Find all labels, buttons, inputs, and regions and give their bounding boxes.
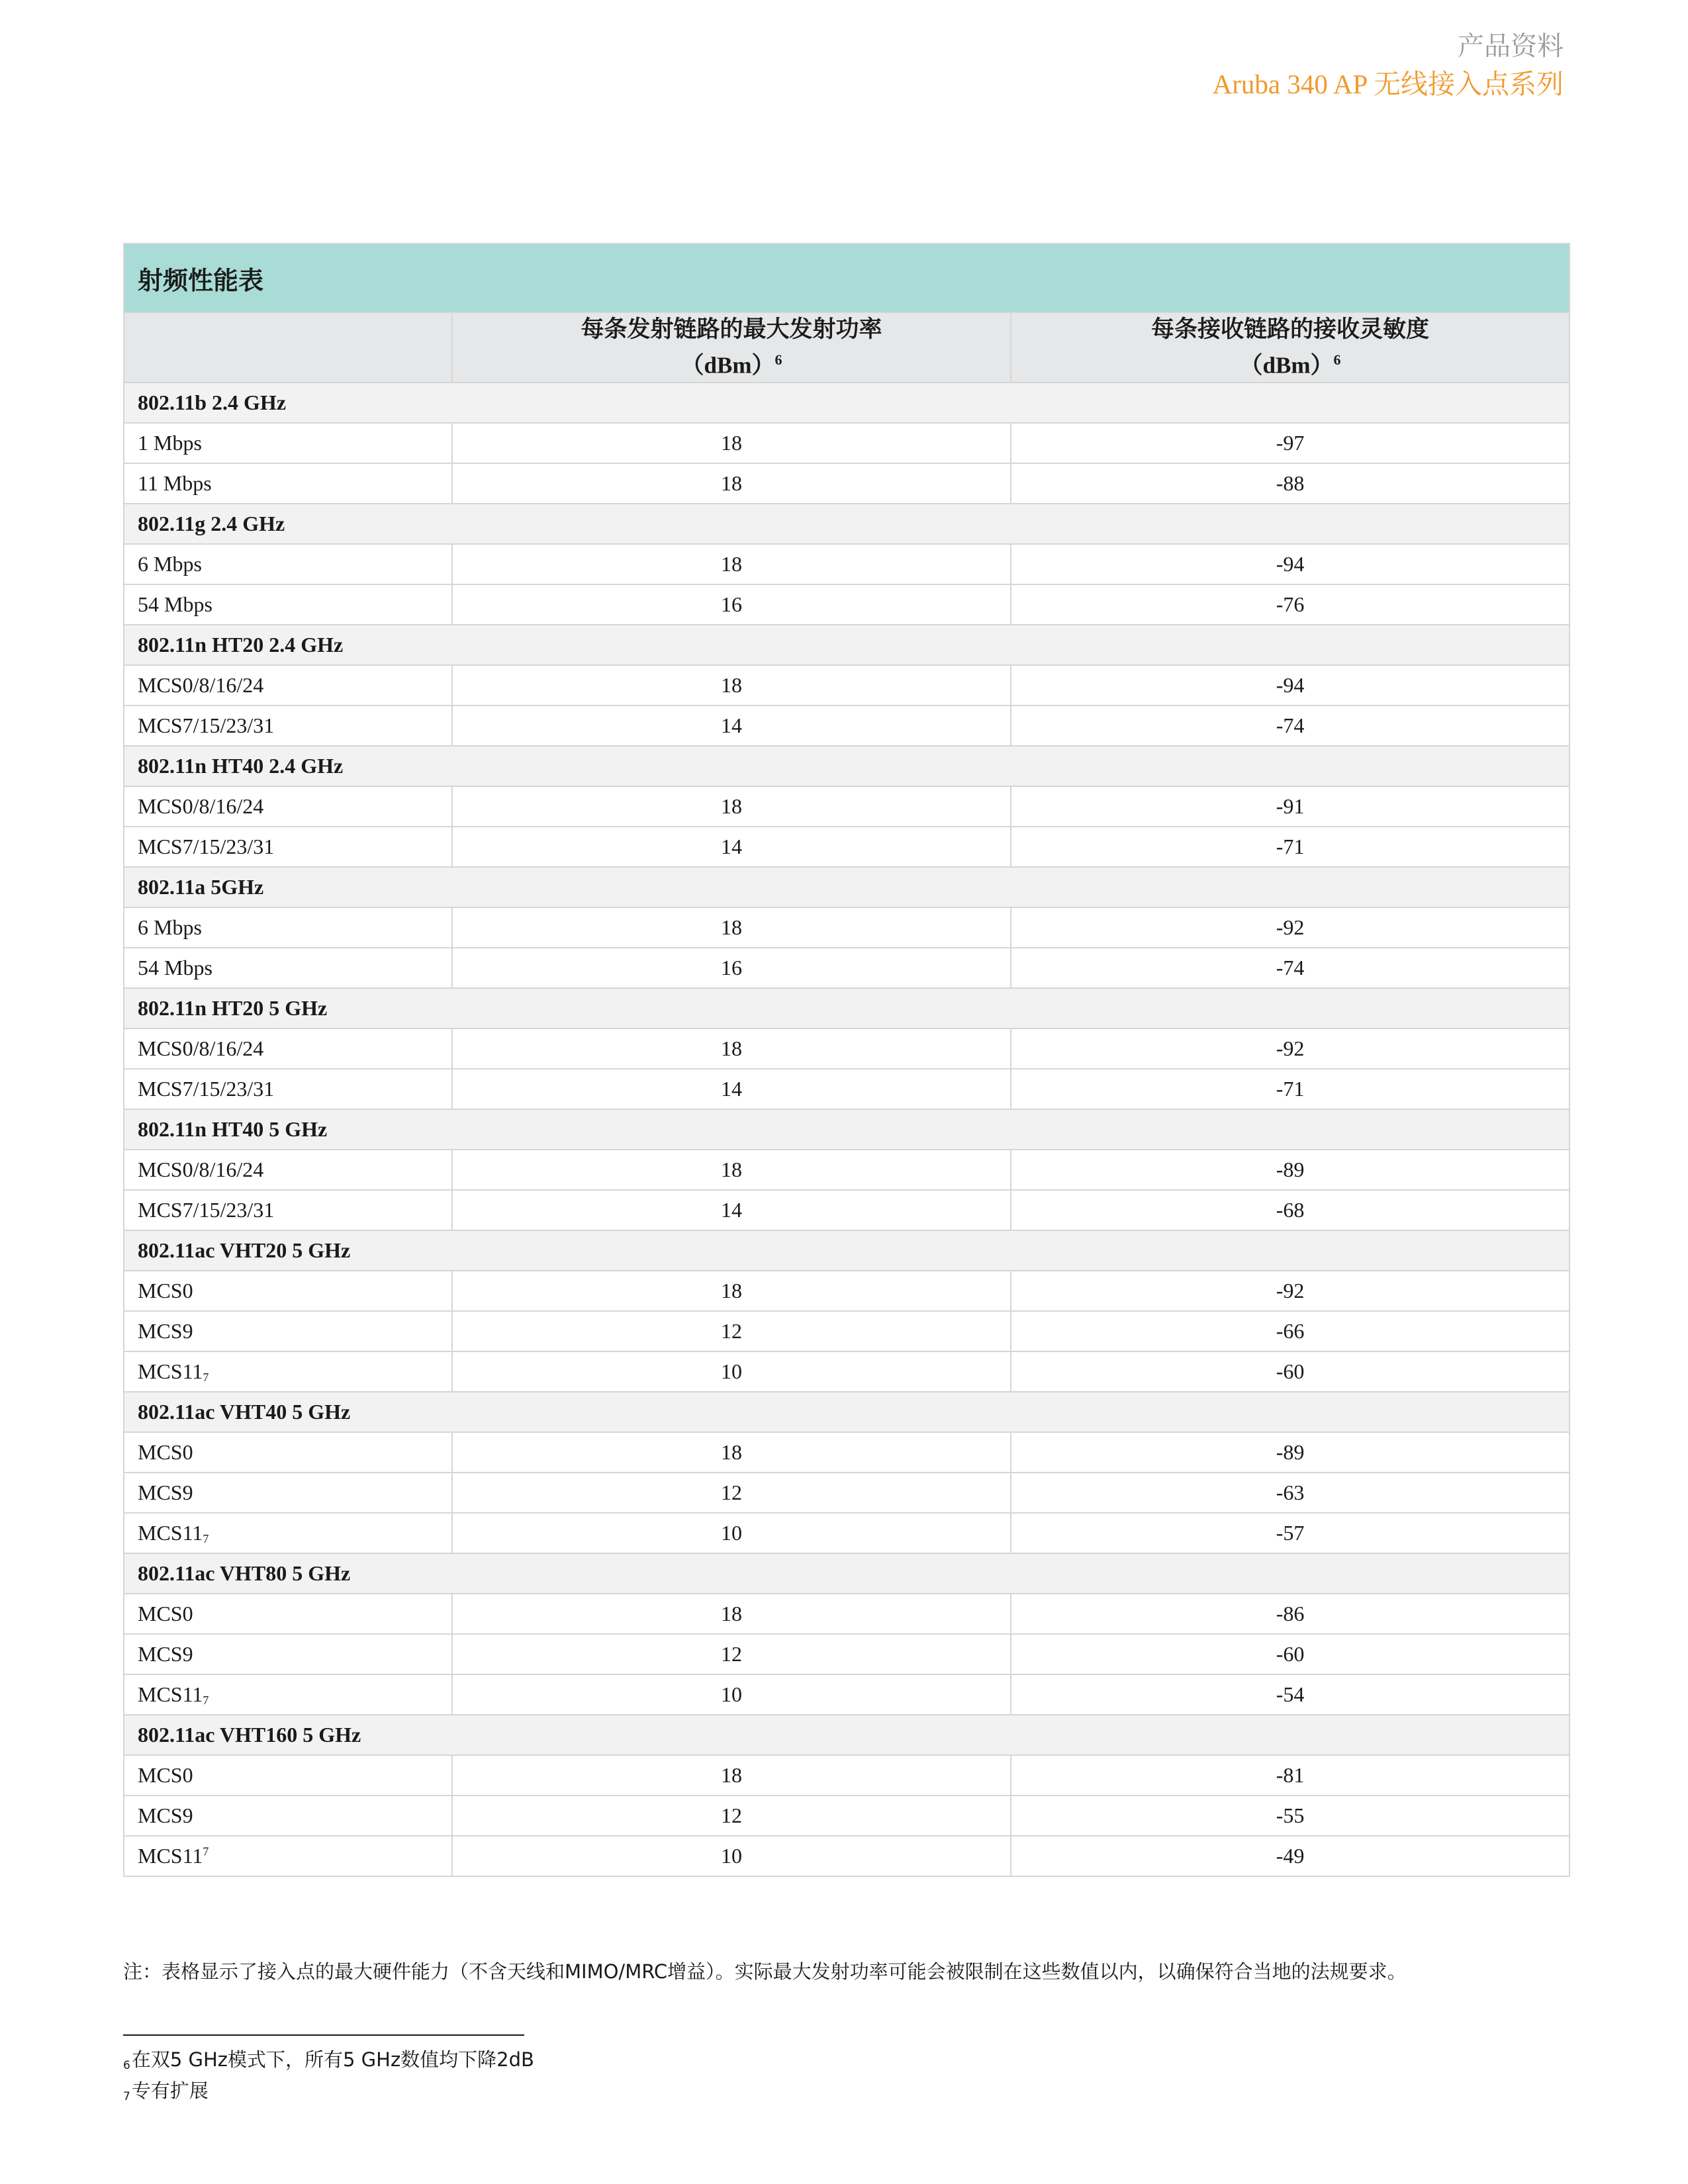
data-rate-cell: [124, 1513, 452, 1553]
data-rate-cell: [124, 665, 452, 705]
rx-sensitivity-value: -74: [1011, 948, 1570, 988]
tx-power-value: 18: [452, 1755, 1011, 1796]
table-row: [124, 1432, 1570, 1473]
table-row: [124, 786, 1570, 827]
tx-power-value: 18: [452, 1150, 1011, 1190]
document-title: Aruba 340 AP 无线接入点系列: [1212, 69, 1564, 99]
rx-sensitivity-label: 每条接收链路的接收灵敏度: [1151, 316, 1430, 343]
data-rate: MCS11: [138, 1520, 203, 1545]
footnote-ref: 7: [203, 1531, 209, 1545]
rx-sensitivity-value: -94: [1011, 544, 1570, 584]
column-header-blank: [124, 312, 452, 383]
data-rate: 6 Mbps: [138, 915, 202, 939]
data-rate-cell: [124, 948, 452, 988]
tx-power-value: 18: [452, 786, 1011, 827]
footnote-mark: 6: [123, 2059, 130, 2072]
tx-power-value: 18: [452, 1271, 1011, 1311]
table-row: [124, 948, 1570, 988]
tx-power-value: 10: [452, 1513, 1011, 1553]
data-rate-cell: [124, 1594, 452, 1634]
table-row: [124, 1311, 1570, 1351]
tx-power-value: 12: [452, 1634, 1011, 1674]
column-header-rx-sensitivity: [1011, 312, 1570, 383]
data-rate: MCS9: [138, 1480, 193, 1504]
group-name: 802.11ac VHT160 5 GHz: [124, 1715, 1570, 1755]
group-name: 802.11g 2.4 GHz: [124, 504, 1570, 544]
data-rate-cell: [124, 907, 452, 948]
tx-power-value: 16: [452, 948, 1011, 988]
table-row: [124, 1028, 1570, 1069]
data-rate: MCS0/8/16/24: [138, 1036, 264, 1060]
data-rate-cell: [124, 1634, 452, 1674]
data-rate: 6 Mbps: [138, 552, 202, 576]
data-rate-cell: [124, 1796, 452, 1836]
footnote-text: 专有扩展: [131, 2079, 209, 2102]
table-row: [124, 1755, 1570, 1796]
footnote-ref: 7: [203, 1693, 209, 1707]
tx-power-value: 14: [452, 827, 1011, 867]
data-rate: 54 Mbps: [138, 956, 212, 979]
rx-sensitivity-value: -92: [1011, 907, 1570, 948]
rx-sensitivity-value: -71: [1011, 1069, 1570, 1109]
rx-sensitivity-value: -74: [1011, 705, 1570, 746]
data-rate: 54 Mbps: [138, 592, 212, 616]
tx-power-unit: （dBm）$^6$: [680, 351, 782, 379]
tx-power-value: 12: [452, 1473, 1011, 1513]
group-row: [124, 746, 1570, 786]
group-name: 802.11ac VHT20 5 GHz: [124, 1230, 1570, 1271]
group-name: 802.11ac VHT80 5 GHz: [124, 1553, 1570, 1594]
table-row: [124, 1190, 1570, 1230]
data-rate: MCS9: [138, 1319, 193, 1343]
tx-power-value: 14: [452, 1069, 1011, 1109]
group-name: 802.11n HT20 5 GHz: [124, 988, 1570, 1028]
tx-power-value: 10: [452, 1836, 1011, 1876]
table-row: [124, 1150, 1570, 1190]
table-row: [124, 1836, 1570, 1876]
data-rate-cell: [124, 1190, 452, 1230]
tx-power-value: 18: [452, 463, 1011, 504]
rx-sensitivity-value: -86: [1011, 1594, 1570, 1634]
data-rate: 1 Mbps: [138, 431, 202, 455]
tx-power-value: 10: [452, 1351, 1011, 1392]
data-rate: MCS0: [138, 1440, 193, 1464]
rx-sensitivity-value: -92: [1011, 1271, 1570, 1311]
data-rate-cell: [124, 1311, 452, 1351]
table-row: [124, 423, 1570, 463]
rx-sensitivity-value: -76: [1011, 584, 1570, 625]
rx-sensitivity-unit: （dBm）$^6$: [1239, 351, 1341, 379]
data-rate: MCS11: [138, 1844, 203, 1868]
table-row: [124, 705, 1570, 746]
column-header-tx-power: [452, 312, 1011, 383]
group-row: [124, 383, 1570, 423]
rx-sensitivity-value: -66: [1011, 1311, 1570, 1351]
group-row: [124, 625, 1570, 665]
rx-sensitivity-value: -92: [1011, 1028, 1570, 1069]
table-row: [124, 1351, 1570, 1392]
data-rate: 11 Mbps: [138, 471, 212, 495]
group-row: [124, 1715, 1570, 1755]
rx-sensitivity-value: -68: [1011, 1190, 1570, 1230]
data-rate: MCS0: [138, 1279, 193, 1302]
tx-power-value: 18: [452, 1594, 1011, 1634]
tx-power-value: 14: [452, 1190, 1011, 1230]
data-rate-cell: [124, 423, 452, 463]
rx-sensitivity-value: -60: [1011, 1351, 1570, 1392]
group-row: [124, 867, 1570, 907]
table-row: [124, 1513, 1570, 1553]
rx-sensitivity-value: -91: [1011, 786, 1570, 827]
table-row: [124, 544, 1570, 584]
table-row: [124, 1634, 1570, 1674]
data-rate: MCS11: [138, 1359, 203, 1383]
data-rate-cell: [124, 1473, 452, 1513]
footnote-mark: 7: [123, 2090, 130, 2103]
group-name: 802.11n HT40 5 GHz: [124, 1109, 1570, 1150]
table-row: [124, 1796, 1570, 1836]
table-title-row: [124, 244, 1570, 312]
data-rate: MCS0/8/16/24: [138, 673, 264, 697]
data-rate-cell: [124, 463, 452, 504]
group-row: [124, 988, 1570, 1028]
table-row: [124, 584, 1570, 625]
tx-power-footnote-ref: 6: [774, 351, 782, 368]
group-name: 802.11n HT20 2.4 GHz: [124, 625, 1570, 665]
data-rate-cell: [124, 1755, 452, 1796]
rf-performance-table: [123, 243, 1570, 1877]
table-row: [124, 827, 1570, 867]
table-title: 射频性能表: [124, 244, 1570, 312]
table-row: [124, 1069, 1570, 1109]
footnote-6: [123, 2045, 534, 2072]
group-row: [124, 1392, 1570, 1432]
tx-power-value: 10: [452, 1674, 1011, 1715]
data-rate: MCS11: [138, 1682, 203, 1706]
data-rate: MCS0: [138, 1763, 193, 1787]
table-note: 注：表格显示了接入点的最大硬件能力（不含天线和MIMO/MRC增益）。实际最大发射功率可能会被限制在这些数值以内，以确保符合当地的法规要求。: [123, 1960, 1407, 1983]
rx-sensitivity-value: -97: [1011, 423, 1570, 463]
data-rate-cell: [124, 1351, 452, 1392]
data-rate: MCS9: [138, 1803, 193, 1827]
data-rate: MCS0: [138, 1602, 193, 1625]
rx-sensitivity-value: -63: [1011, 1473, 1570, 1513]
group-row: [124, 1109, 1570, 1150]
tx-power-label: 每条发射链路的最大发射功率: [581, 316, 882, 343]
data-rate-cell: [124, 544, 452, 584]
table-row: [124, 1271, 1570, 1311]
footnote-ref: 7: [203, 1370, 209, 1384]
footnote-ref: 7: [203, 1844, 209, 1858]
data-rate-cell: [124, 1028, 452, 1069]
rx-sensitivity-value: -89: [1011, 1150, 1570, 1190]
tx-power-value: 18: [452, 423, 1011, 463]
rx-sensitivity-value: -60: [1011, 1634, 1570, 1674]
rx-sensitivity-value: -54: [1011, 1674, 1570, 1715]
data-rate: MCS7/15/23/31: [138, 1077, 275, 1101]
data-rate: MCS0/8/16/24: [138, 1158, 264, 1181]
data-rate-cell: [124, 1836, 452, 1876]
rx-sensitivity-value: -88: [1011, 463, 1570, 504]
tx-power-value: 18: [452, 907, 1011, 948]
group-name: 802.11ac VHT40 5 GHz: [124, 1392, 1570, 1432]
tx-power-value: 14: [452, 705, 1011, 746]
data-rate: MCS9: [138, 1642, 193, 1666]
data-rate-cell: [124, 705, 452, 746]
data-rate-cell: [124, 1271, 452, 1311]
tx-power-value: 18: [452, 544, 1011, 584]
rx-sensitivity-value: -89: [1011, 1432, 1570, 1473]
group-name: 802.11b 2.4 GHz: [124, 383, 1570, 423]
tx-power-value: 18: [452, 665, 1011, 705]
data-rate-cell: [124, 827, 452, 867]
tx-power-value: 12: [452, 1311, 1011, 1351]
rx-sensitivity-value: -81: [1011, 1755, 1570, 1796]
footnote-7: [123, 2076, 209, 2103]
rx-sensitivity-value: -71: [1011, 827, 1570, 867]
group-name: 802.11n HT40 2.4 GHz: [124, 746, 1570, 786]
document-type: 产品资料: [1458, 31, 1564, 62]
group-row: [124, 504, 1570, 544]
footnote-text: 在双5 GHz模式下，所有5 GHz数值均下降2dB: [131, 2048, 534, 2071]
group-row: [124, 1230, 1570, 1271]
data-rate-cell: [124, 786, 452, 827]
data-rate: MCS7/15/23/31: [138, 713, 275, 737]
data-rate-cell: [124, 1432, 452, 1473]
tx-power-value: 18: [452, 1028, 1011, 1069]
table-row: [124, 907, 1570, 948]
tx-power-value: 12: [452, 1796, 1011, 1836]
table-row: [124, 463, 1570, 504]
group-row: [124, 1553, 1570, 1594]
data-rate-cell: [124, 1069, 452, 1109]
data-rate: MCS7/15/23/31: [138, 835, 275, 858]
rx-sensitivity-value: -57: [1011, 1513, 1570, 1553]
table-row: [124, 1674, 1570, 1715]
data-rate: MCS7/15/23/31: [138, 1198, 275, 1222]
data-rate: MCS0/8/16/24: [138, 794, 264, 818]
column-header-row: [124, 312, 1570, 383]
data-rate-cell: [124, 584, 452, 625]
rx-sensitivity-value: -55: [1011, 1796, 1570, 1836]
table-row: [124, 1594, 1570, 1634]
table-row: [124, 665, 1570, 705]
data-rate-cell: [124, 1150, 452, 1190]
rx-sensitivity-value: -49: [1011, 1836, 1570, 1876]
tx-power-value: 16: [452, 584, 1011, 625]
footnote-divider: [123, 2034, 524, 2036]
data-rate-cell: [124, 1674, 452, 1715]
tx-power-value: 18: [452, 1432, 1011, 1473]
page-header: [1213, 28, 1564, 103]
rx-sensitivity-value: -94: [1011, 665, 1570, 705]
group-name: 802.11a 5GHz: [124, 867, 1570, 907]
rx-sensitivity-footnote-ref: 6: [1333, 351, 1341, 368]
table-row: [124, 1473, 1570, 1513]
